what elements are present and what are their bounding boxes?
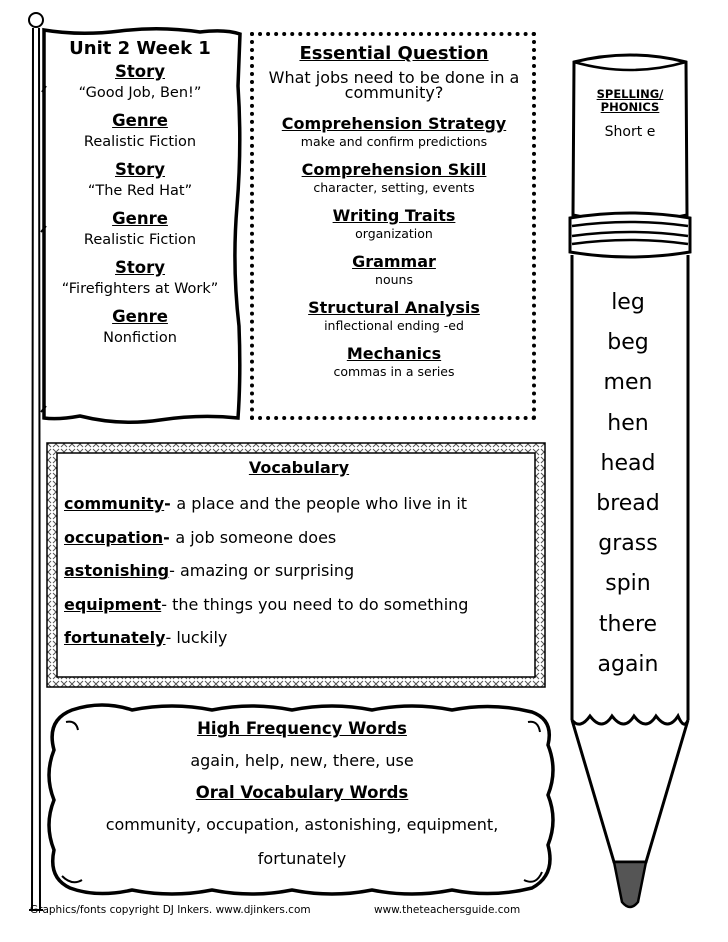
genre-2-label: Genre	[112, 209, 168, 228]
spelling-word: men	[603, 370, 653, 396]
vocab-separator: -	[164, 494, 177, 513]
story-3-label: Story	[115, 258, 165, 277]
story-2-title: “The Red Hat”	[87, 183, 193, 199]
essential-question-title: Essential Question	[299, 43, 489, 64]
vocabulary-title: Vocabulary	[248, 458, 350, 477]
spelling-word: hen	[607, 410, 649, 436]
spelling-word: bread	[596, 491, 660, 517]
structural-analysis-value: inflectional ending -ed	[324, 318, 464, 333]
story-1-label: Story	[115, 62, 165, 81]
genre-1-label: Genre	[112, 111, 168, 130]
vocab-row	[64, 621, 534, 655]
comprehension-skill-label: Comprehension Skill	[301, 160, 487, 179]
vocab-definition: the things you need to do something	[172, 594, 469, 614]
unit-summary	[52, 38, 228, 355]
vocab-separator: -	[169, 561, 180, 580]
vocab-term: astonishing	[64, 561, 170, 580]
story-3-title: “Firefighters at Work”	[61, 281, 219, 297]
vocab-definition: amazing or surprising	[179, 561, 355, 580]
comprehension-strategy-label: Comprehension Strategy	[281, 114, 507, 133]
vocabulary-content	[64, 458, 534, 655]
spelling-label	[580, 88, 680, 140]
vocab-term: occupation	[64, 527, 164, 547]
structural-analysis-label: Structural Analysis	[308, 298, 480, 317]
vocab-separator: -	[163, 527, 176, 547]
vocab-separator: -	[165, 628, 177, 647]
genre-2-value: Realistic Fiction	[83, 232, 197, 248]
unit-heading: Unit 2 Week 1	[69, 38, 211, 59]
comprehension-strategy-value: make and confirm predictions	[300, 134, 488, 149]
vocab-separator: -	[161, 594, 173, 614]
high-frequency-content	[60, 714, 544, 876]
vocab-definition: a job someone does	[175, 527, 337, 547]
vocab-term: fortunately	[64, 628, 166, 647]
grammar-label: Grammar	[352, 252, 436, 271]
copyright-footer: Graphics/fonts copyright DJ Inkers. www.djinkers.com	[30, 904, 311, 916]
spelling-heading-line-1: SPELLING/	[596, 87, 664, 101]
oral-vocabulary-words-line-1: community, occupation, astonishing, equipment,	[105, 815, 499, 834]
essential-question-content	[258, 42, 530, 390]
spelling-word: again	[597, 651, 659, 677]
spelling-pattern: Short e	[604, 124, 656, 140]
vocab-row	[64, 588, 534, 622]
high-frequency-words: again, help, new, there, use	[190, 751, 414, 770]
vocab-term: community	[64, 494, 165, 513]
spelling-word-list	[576, 283, 680, 685]
vocab-row	[64, 521, 534, 555]
grammar-value: nouns	[375, 272, 413, 287]
vocab-row	[64, 554, 534, 588]
essential-question-text: What jobs need to be done in a community?	[268, 68, 520, 102]
comprehension-skill-value: character, setting, events	[313, 180, 475, 195]
vocab-row	[64, 487, 534, 521]
oral-vocabulary-words-line-2: fortunately	[257, 849, 347, 868]
mechanics-value: commas in a series	[333, 364, 455, 379]
writing-traits-value: organization	[355, 226, 433, 241]
genre-3-value: Nonfiction	[103, 330, 177, 346]
spelling-heading-line-2: PHONICS	[600, 100, 660, 114]
spelling-word: there	[598, 611, 658, 637]
vocab-definition: luckily	[176, 628, 228, 647]
spelling-word: grass	[598, 531, 658, 557]
website-footer: www.theteachersguide.com	[374, 904, 521, 916]
spelling-word: beg	[607, 330, 649, 356]
spelling-word: leg	[611, 290, 645, 315]
story-2-label: Story	[115, 160, 165, 179]
high-frequency-title: High Frequency Words	[197, 719, 407, 738]
writing-traits-label: Writing Traits	[332, 206, 456, 225]
story-1-title: “Good Job, Ben!”	[78, 85, 202, 101]
vocab-term: equipment	[64, 594, 162, 614]
spelling-word: head	[600, 450, 656, 476]
spelling-word: spin	[605, 571, 651, 597]
vocab-definition: a place and the people who live in it	[176, 494, 468, 513]
mechanics-label: Mechanics	[346, 344, 442, 363]
genre-3-label: Genre	[112, 307, 168, 326]
oral-vocabulary-title: Oral Vocabulary Words	[195, 783, 409, 802]
genre-1-value: Realistic Fiction	[83, 134, 197, 150]
